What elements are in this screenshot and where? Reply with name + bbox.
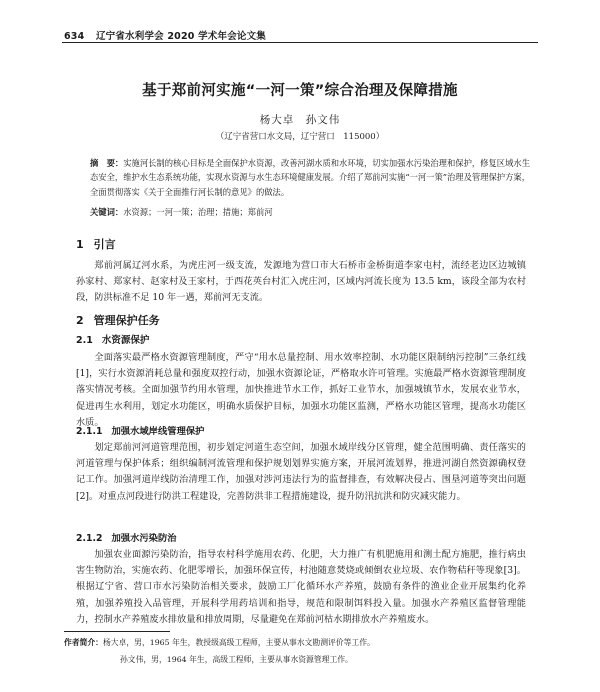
subsubsection-number: 2.1.2 — [76, 533, 103, 544]
section-heading-tasks — [76, 312, 160, 328]
footnote-rule — [64, 631, 170, 632]
keywords — [90, 206, 530, 218]
paragraph-water-resources: 全面落实最严格水资源管理制度，严守“用水总量控制、用水效率控制、水功能区限制纳污控制”三条红线[1]，实行水资源消耗总量和强度双控行动，加强水资源论证，严格取水许可管理。实施最严格水资源管理制度落实情况考核。全面加强节约用水管理，加快推进节水工作，抓好工业节水，加强城镇节水，发展农业节水，促进再生水利用，划定水功能区，明确水质保护目标，加强水功能区监测，严格水功能区管理，提高水功能区水质。 — [76, 352, 526, 428]
section-number: 1 — [76, 238, 84, 251]
footnote — [64, 634, 375, 668]
footnote-author-1: 杨大卓，男，1965 年生，教授级高级工程师，主要从事水文勘测评价等工作。 — [102, 638, 375, 647]
section-number: 2 — [76, 314, 84, 327]
paragraph-shoreline: 划定郑前河河道管理范围，初步划定河道生态空间，加强水域岸线分区管理，健全范围明确、责任落实的河道管理与保护体系；组织编制河流管理和保护规划划界实施方案，开展河流划界，推进河湖自然资源确权登记工作。加强河道岸线防治清理工作，加强对涉河违法行为的监督排查，有效解决侵占、围垦河道等突出问题[2]。对重点河段进行防洪工程建设，完善防洪非工程措施建设，提升防汛抗洪和防灾减灾能力。 — [76, 442, 526, 502]
subsubsection-title: 加强水域岸线管理保护 — [111, 426, 205, 437]
affiliation: （辽宁省营口水文局，辽宁营口 115000） — [215, 132, 385, 142]
abstract-text: 实施河长制的核心目标是全面保护水资源，改善河湖水质和水环境，切实加强水污染治理和保护，修复区域水生态安全，维护水生态系统功能，实现水资源与水生态环境健康发展。介绍了郑前河实施“一河一策”治理及管理保护方案，全面贯彻落实《关于全面推行河长制的意见》的做法。 — [90, 158, 530, 197]
running-header — [64, 28, 266, 42]
subsection-title: 水资源保护 — [101, 335, 150, 346]
section-heading-intro — [76, 236, 116, 252]
subsection-heading-water-resources — [76, 332, 149, 346]
footnote-label: 作者简介： — [64, 638, 103, 647]
abstract — [90, 156, 530, 199]
subsubsection-heading-pollution — [76, 530, 177, 544]
subsubsection-number: 2.1.1 — [76, 426, 103, 437]
page-number: 634 — [64, 31, 85, 42]
running-title: 辽宁省水利学会 2020 学术年会论文集 — [95, 31, 267, 42]
subsubsection-title: 加强水污染防治 — [111, 533, 177, 544]
section-title: 管理保护任务 — [93, 314, 160, 327]
header-rule — [62, 42, 538, 43]
paragraph-pollution: 加强农业面源污染防治，指导农村科学施用农药、化肥，大力推广有机肥施用和测土配方施肥，推行病虫害生物防治，实施农药、化肥零增长，加强环保宣传，村池随意焚烧或倾倒农业垃圾、农作物秸秆等现象[3]。根据辽宁省、营口市水污染防治相关要求，鼓励工厂化循环水产养殖，鼓励有条件的渔业企业开展集约化养殖，加强养殖投入品管理，开展科学用药培训和指导，规范和限制饵料投入量。加强水产养殖区监督管理能力，控制水产养殖废水排放量和排放周期，尽量避免在郑前河枯水期排放水产养殖废水。 — [76, 549, 526, 625]
abstract-label: 摘 要： — [90, 158, 124, 168]
subsubsection-heading-shoreline — [76, 423, 204, 437]
paper-title: 基于郑前河实施“一河一策”综合治理及保障措施 — [142, 83, 458, 99]
footnote-author-2: 孙文伟，男，1964 年生，高级工程师，主要从事水资源管理工作。 — [120, 655, 353, 664]
section-title: 引言 — [93, 238, 116, 251]
paragraph-intro: 郑前河属辽河水系，为虎庄河一级支流，发源地为营口市大石桥市金桥街道李家屯村，流经老边区边城镇孙家村、郑家村、赵家村及王家村，于西花英台村汇入虎庄河，区域内河流长度为 13.5 km，该段全部为农村段，防洪标准不足 10 年一遇，郑前河无支流。 — [76, 260, 526, 304]
keywords-label: 关键词： — [90, 207, 124, 217]
subsection-number: 2.1 — [76, 335, 93, 346]
authors: 杨大卓 孙文伟 — [259, 114, 341, 126]
keywords-text: 水资源；一河一策；治理；措施；郑前河 — [123, 207, 273, 217]
